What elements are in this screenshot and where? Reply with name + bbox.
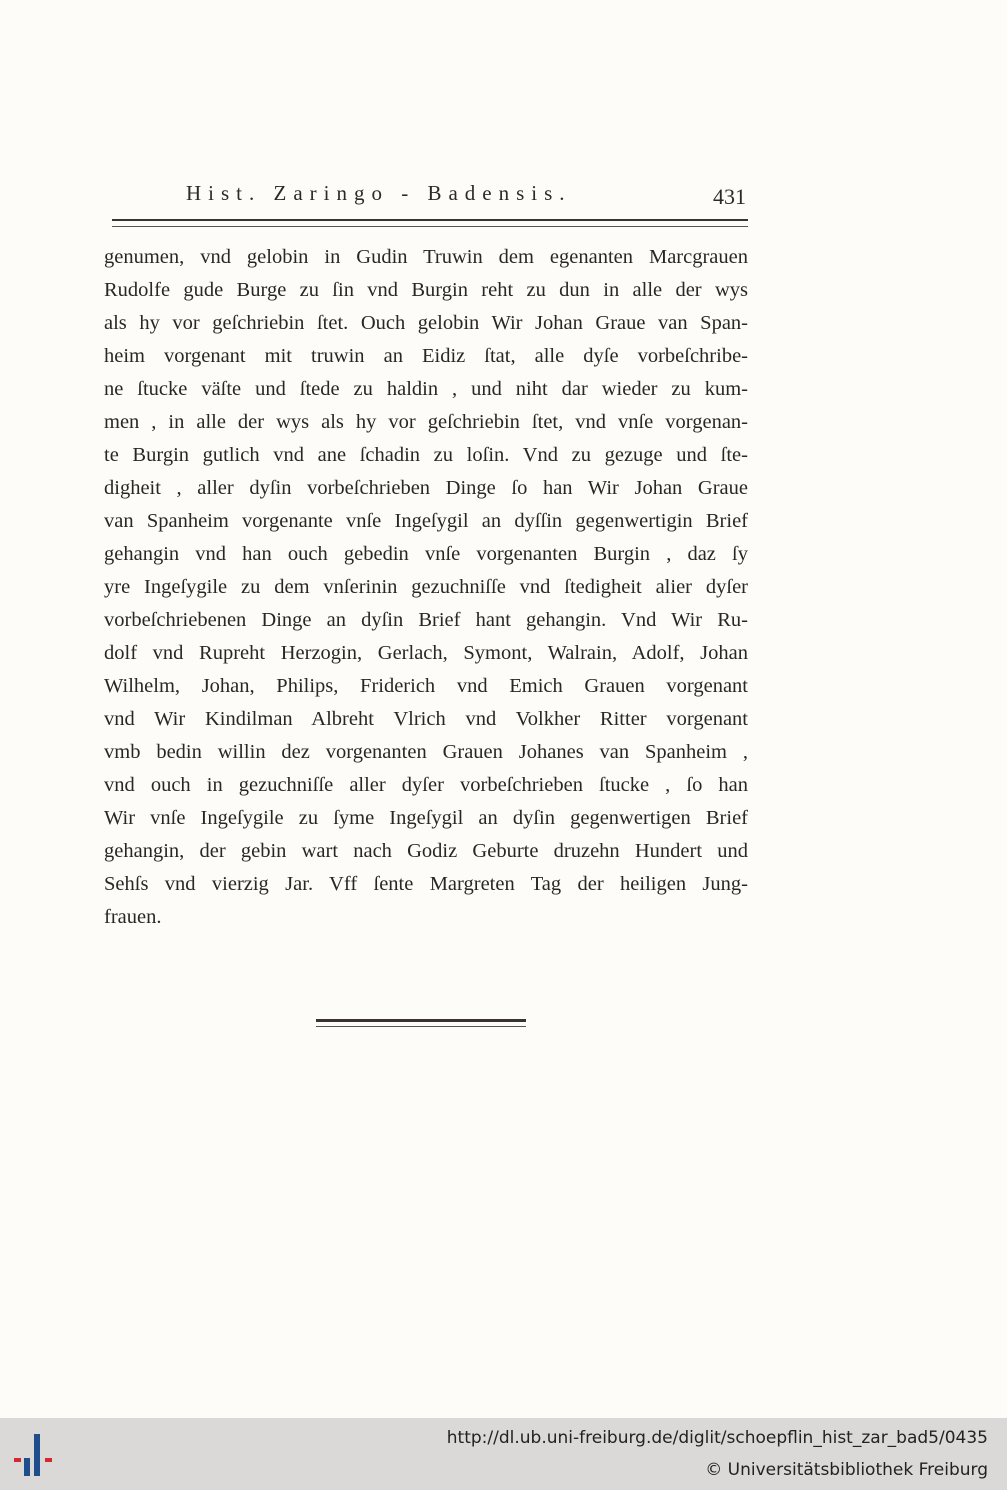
text-line: gehangin vnd han ouch gebedin vnſe vorgenanten Burgin , daz ſy <box>104 543 748 565</box>
logo-right-dash <box>45 1458 52 1462</box>
footer-bar <box>0 1418 1007 1490</box>
text-line: Sehſs vnd vierzig Jar. Vff ſente Margreten Tag der heiligen Jung- <box>104 873 748 895</box>
page-number: 431 <box>713 184 746 209</box>
text-line: heim vorgenant mit truwin an Eidiz ſtat, alle dyſe vorbeſchribe- <box>104 345 748 367</box>
logo-short-bar <box>24 1458 30 1476</box>
text-line: te Burgin gutlich vnd ane ſchadin zu loſin. Vnd zu gezuge und ſte- <box>104 444 748 466</box>
running-head: Hist. Zaringo - Badensis. <box>186 181 572 205</box>
text-line: als hy vor geſchriebin ſtet. Ouch gelobin Wir Johan Graue van Span- <box>104 312 748 334</box>
body-text <box>104 241 748 934</box>
text-line: vnd Wir Kindilman Albreht Vlrich vnd Volkher Ritter vorgenant <box>104 708 748 730</box>
text-line: vnd ouch in gezuchniſſe aller dyſer vorbeſchrieben ſtucke , ſo han <box>104 774 748 796</box>
header-rule-thick <box>112 219 748 221</box>
text-line: van Spanheim vorgenante vnſe Ingeſygil an dyſſin gegenwertigin Brief <box>104 510 748 532</box>
logo-tall-bar <box>34 1434 40 1476</box>
text-line: gehangin, der gebin wart nach Godiz Geburte druzehn Hundert und <box>104 840 748 862</box>
header-rule-thin <box>112 226 748 227</box>
copyright-notice: © Universitätsbibliothek Freiburg <box>705 1460 988 1480</box>
text-line: dolf vnd Rupreht Herzogin, Gerlach, Symont, Walrain, Adolf, Johan <box>104 642 748 664</box>
source-url-link[interactable]: http://dl.ub.uni-freiburg.de/diglit/schoepflin_hist_zar_bad5/0435 <box>446 1428 988 1448</box>
text-line: men , in alle der wys als hy vor geſchriebin ſtet, vnd vnſe vorgenan- <box>104 411 748 433</box>
text-line: Wir vnſe Ingeſygile zu ſyme Ingeſygil an dyſin gegenwertigen Brief <box>104 807 748 829</box>
end-rule-thick <box>316 1019 526 1022</box>
logo-left-dash <box>14 1458 21 1462</box>
library-logo-icon <box>14 1430 64 1480</box>
text-line: frauen. <box>104 906 162 928</box>
text-line: digheit , aller dyſin vorbeſchrieben Dinge ſo han Wir Johan Graue <box>104 477 748 499</box>
text-line: ne ſtucke väſte und ſtede zu haldin , und niht dar wieder zu kum- <box>104 378 748 400</box>
text-line: yre Ingeſygile zu dem vnſerinin gezuchniſſe vnd ſtedigheit alier dyſer <box>104 576 748 598</box>
text-line: vmb bedin willin dez vorgenanten Grauen Johanes van Spanheim , <box>104 741 748 763</box>
text-line: vorbeſchriebenen Dinge an dyſin Brief hant gehangin. Vnd Wir Ru- <box>104 609 748 631</box>
end-rule-thin <box>316 1026 526 1027</box>
text-line: genumen, vnd gelobin in Gudin Truwin dem egenanten Marcgrauen <box>104 246 748 268</box>
text-line: Wilhelm, Johan, Philips, Friderich vnd Emich Grauen vorgenant <box>104 675 748 697</box>
text-line: Rudolfe gude Burge zu ſin vnd Burgin reht zu dun in alle der wys <box>104 279 748 301</box>
